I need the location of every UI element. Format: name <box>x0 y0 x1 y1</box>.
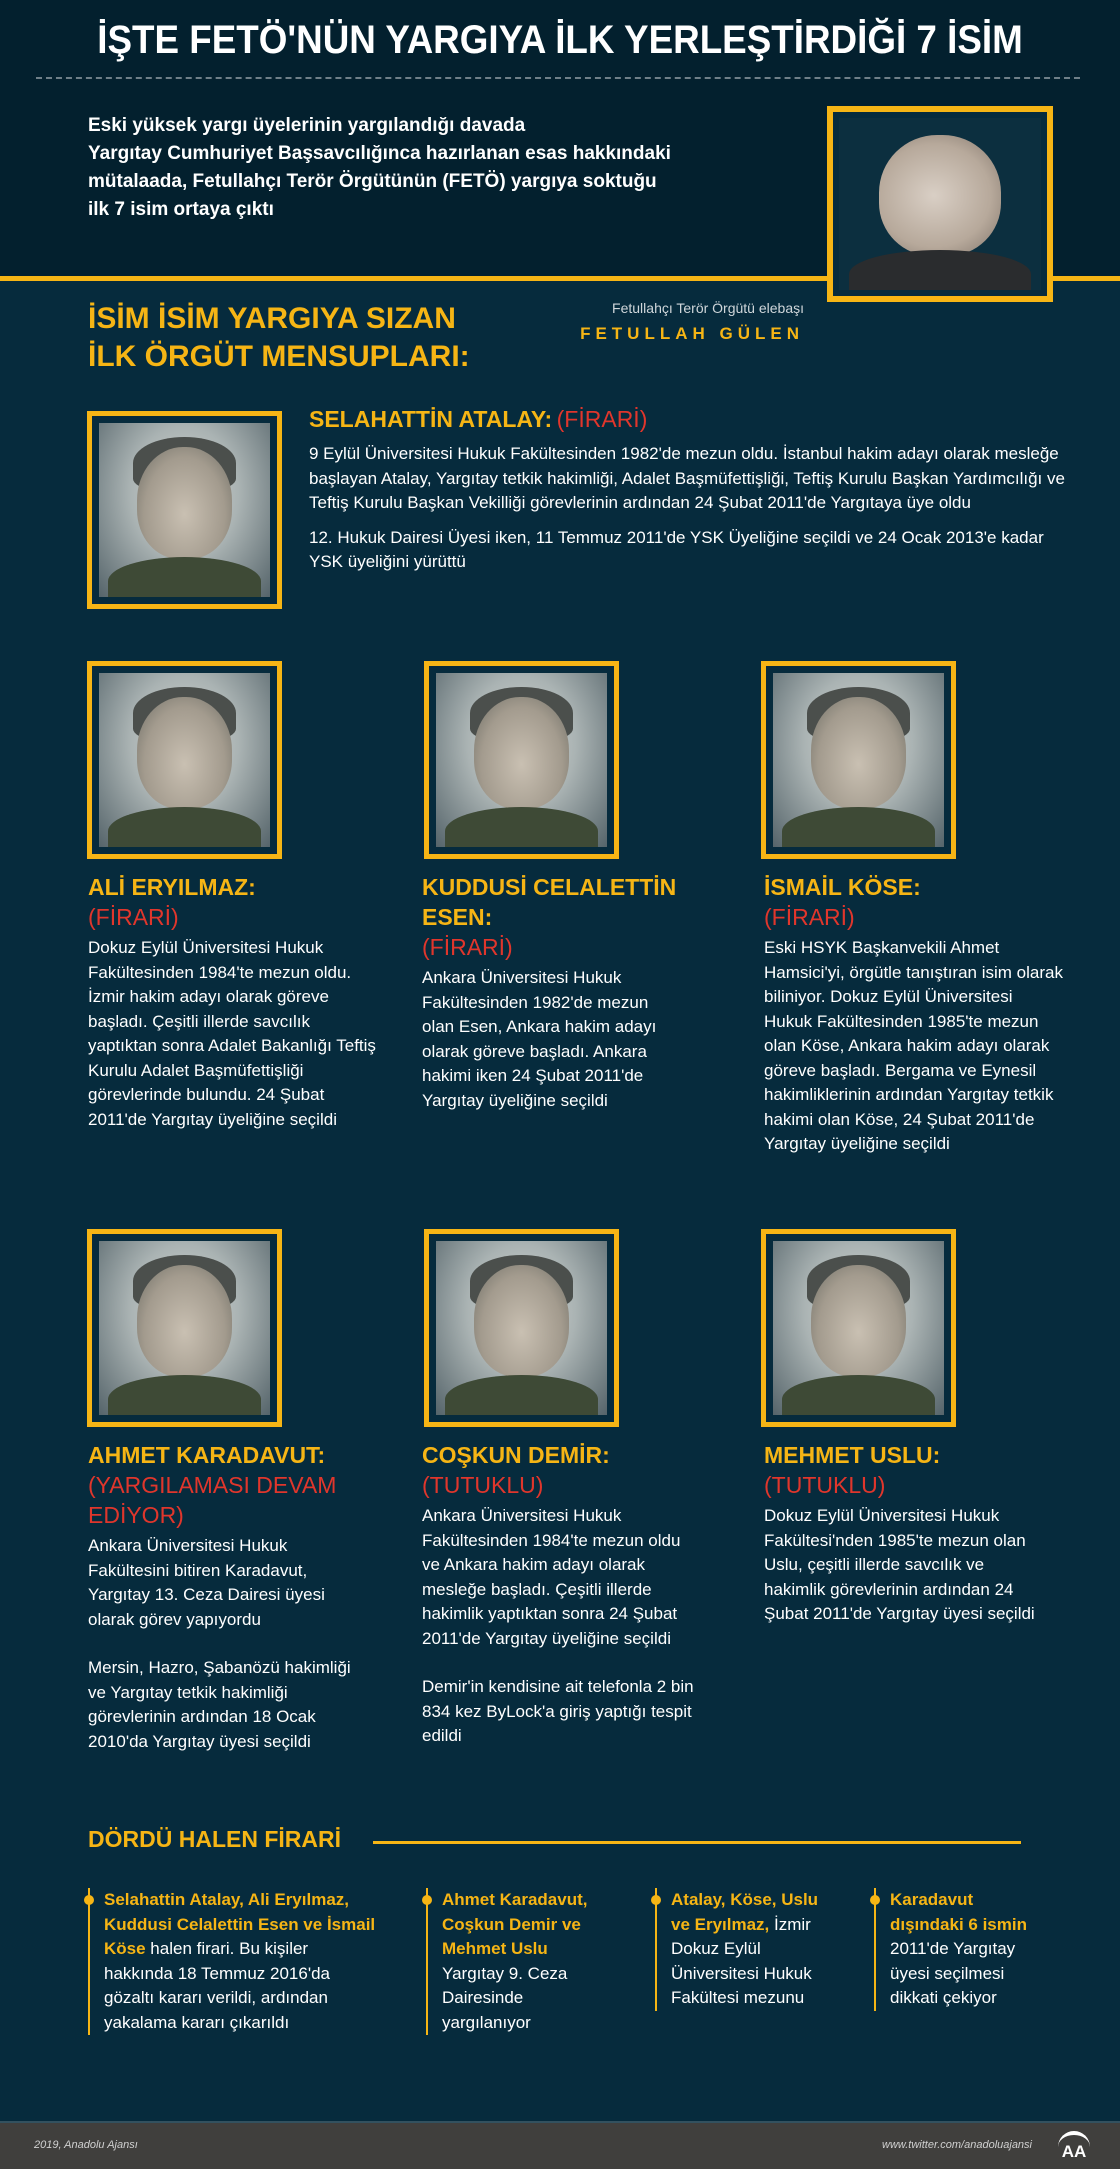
twitter-link[interactable]: www.twitter.com/anadoluajansi <box>882 2139 1032 2151</box>
portrait-photo <box>99 1241 270 1415</box>
leader-portrait-frame <box>827 106 1053 302</box>
face-shape <box>879 135 1000 255</box>
person-name: ALİ ERYILMAZ: <box>88 874 256 900</box>
bullet-dot-icon <box>651 1895 661 1905</box>
portrait-photo <box>436 1241 607 1415</box>
leader-caption-role: Fetullahçı Terör Örgütü elebaşı <box>612 300 804 316</box>
fact-highlight: Karadavut dışındaki 6 ismin <box>890 1890 1027 1934</box>
person-status: (TUTUKLU) <box>422 1472 544 1498</box>
fact-text: 2011'de Yargıtay üyesi seçilmesi dikkati çekiyor <box>890 1939 1016 2007</box>
fact-text: halen firari. Bu kişiler hakkında 18 Temmuz 2016'da gözaltı kararı verildi, ardından yakalama kararı çıkarıldı <box>104 1939 330 2032</box>
summary-title: DÖRDÜ HALEN FİRARİ <box>88 1826 341 1852</box>
fact-text: İzmir Dokuz Eylül Üniversitesi Hukuk Fakültesi mezunu <box>671 1914 812 2007</box>
person-status: (TUTUKLU) <box>764 1472 886 1498</box>
bio-paragraph: Ankara Üniversitesi Hukuk Fakültesinden 1984'te mezun oldu ve Ankara hakim adayı olarak mesleğe başladı. Çeşitli illerde hakimlik yaptıktan sonra 24 Şubat 2011'de Yargıtay üyeliğine seçildi <box>422 1506 681 1648</box>
person-name: SELAHATTİN ATALAY: <box>309 406 553 432</box>
leader-caption-name: FETULLAH GÜLEN <box>580 324 804 343</box>
fact-highlight: Atalay, Köse, Uslu ve Eryılmaz, <box>671 1890 819 1934</box>
person-card <box>422 872 682 1113</box>
page-title: İŞTE FETÖ'NÜN YARGIYA İLK YERLEŞTİRDİĞİ 7 İSİM <box>97 18 1023 62</box>
intro-line: mütalaada, Fetullahçı Terör Örgütünün (FETÖ) yargıya soktuğu <box>88 171 657 192</box>
bio-paragraph: Ankara Üniversitesi Hukuk Fakültesini bitiren Karadavut, Yargıtay 13. Ceza Dairesi üyesi olarak görev yapıyordu <box>88 1536 325 1629</box>
fact-highlight: Selahattin Atalay, Ali Eryılmaz, Kuddusi Celalettin Esen ve İsmail Köse <box>104 1890 376 1958</box>
intro-line: Yargıtay Cumhuriyet Başsavcılığınca hazırlanan esas hakkındaki <box>88 143 671 164</box>
person-bio <box>764 936 1064 1157</box>
bio-paragraph: Ankara Üniversitesi Hukuk Fakültesinden 1982'de mezun olan Esen, Ankara hakim adayı olarak göreve başladı. Ankara hakimi iken 24 Şubat 2011'de Yargıtay üyeliğine seçildi <box>422 968 657 1110</box>
person-card <box>422 1440 702 1749</box>
person-bio <box>88 936 378 1132</box>
portrait-frame <box>87 1229 282 1427</box>
section-title-line: İLK ÖRGÜT MENSUPLARI: <box>88 340 470 373</box>
person-name: KUDDUSİ CELALETTİN ESEN: <box>422 874 677 930</box>
person-status: (FİRARİ) <box>556 406 648 432</box>
fact-item <box>655 1888 825 2011</box>
fact-text: Yargıtay 9. Ceza Dairesinde yargılanıyor <box>442 1963 568 2032</box>
person-name: AHMET KARADAVUT: <box>88 1442 326 1468</box>
leader-portrait-photo <box>839 118 1041 290</box>
bio-paragraph: Eski HSYK Başkanvekili Ahmet Hamsici'yi, örgütle tanıştıran isim olarak biliniyor. Dokuz Eylül Üniversitesi Hukuk Fakültesinden 1985'te mezun olan Köse, Ankara hakim adayı olarak göreve başladı. Bergama ve Eynesil hakimliklerinin ardından Yargıtay tetkik hakimi olan Köse, 24 Şubat 2011'de Yargıtay üyeliğine seçildi <box>764 938 1063 1153</box>
bullet-dot-icon <box>84 1895 94 1905</box>
bio-paragraph: Demir'in kendisine ait telefonla 2 bin 834 kez ByLock'a giriş yaptığı tespit edildi <box>422 1677 694 1745</box>
person-bio <box>422 966 682 1113</box>
bullet-dot-icon <box>422 1895 432 1905</box>
portrait-photo <box>99 673 270 847</box>
person-status: (YARGILAMASI DEVAM EDİYOR) <box>88 1472 337 1528</box>
portrait-frame <box>424 1229 619 1427</box>
portrait-frame <box>87 661 282 859</box>
person-status: (FİRARİ) <box>88 904 179 930</box>
aa-logo-icon: AA <box>1058 2131 1090 2163</box>
fact-highlight: Ahmet Karadavut, Coşkun Demir ve Mehmet Uslu <box>442 1890 588 1958</box>
person-bio <box>422 1504 702 1749</box>
person-card <box>309 404 1069 575</box>
portrait-photo <box>99 423 270 597</box>
portrait-photo <box>773 1241 944 1415</box>
fact-item <box>874 1888 1034 2011</box>
person-name: MEHMET USLU: <box>764 1442 941 1468</box>
intro-line: ilk 7 isim ortaya çıktı <box>88 199 274 220</box>
person-name: COŞKUN DEMİR: <box>422 1442 610 1468</box>
intro-line: Eski yüksek yargı üyelerinin yargılandığı davada <box>88 115 526 136</box>
person-bio <box>88 1534 358 1754</box>
portrait-photo <box>773 673 944 847</box>
fact-item <box>426 1888 596 2035</box>
person-status: (FİRARİ) <box>422 934 513 960</box>
footer <box>0 2121 1120 2169</box>
leader-caption <box>560 300 804 344</box>
bio-paragraph: Dokuz Eylül Üniversitesi Hukuk Fakültesinden 1984'te mezun oldu. İzmir hakim adayı olarak göreve başladı. Çeşitli illerde savcılık yaptıktan sonra Adalet Bakanlığı Teftiş Kurulu Adalet Başmüfettişliği görevlerinde bulundu. 24 Şubat 2011'de Yargıtay üyeliğine seçildi <box>88 938 376 1129</box>
fact-item <box>88 1888 378 2035</box>
portrait-frame <box>87 411 282 609</box>
person-card <box>88 872 378 1132</box>
portrait-frame <box>761 661 956 859</box>
person-card <box>88 1440 358 1754</box>
bio-paragraph: 12. Hukuk Dairesi Üyesi iken, 11 Temmuz 2011'de YSK Üyeliğine seçildi ve 24 Ocak 2013'e kadar YSK üyeliğini yürüttü <box>309 527 1044 571</box>
person-name: İSMAİL KÖSE: <box>764 874 921 900</box>
section-title-line: İSİM İSİM YARGIYA SIZAN <box>88 302 456 335</box>
copyright-text: 2019, Anadolu Ajansı <box>34 2139 138 2151</box>
section-title <box>88 300 548 376</box>
dashed-divider <box>36 77 1080 79</box>
bio-paragraph: Dokuz Eylül Üniversitesi Hukuk Fakültesi'nden 1985'te mezun olan Uslu, çeşitli illerde savcılık ve hakimlik görevlerinin ardından 24 Şubat 2011'de Yargıtay üyesi seçildi <box>764 1506 1035 1623</box>
intro-text <box>88 112 728 224</box>
jacket-shape <box>849 250 1031 290</box>
bio-paragraph: Mersin, Hazro, Şabanözü hakimliği ve Yargıtay tetkik hakimliği görevlerinin ardından 18 Ocak 2010'da Yargıtay üyesi seçildi <box>88 1658 351 1751</box>
portrait-photo <box>436 673 607 847</box>
person-bio <box>309 442 1069 575</box>
person-card <box>764 872 1064 1157</box>
person-status: (FİRARİ) <box>764 904 855 930</box>
bullet-dot-icon <box>870 1895 880 1905</box>
person-card <box>764 1440 1039 1627</box>
summary-rule <box>373 1841 1021 1844</box>
portrait-frame <box>424 661 619 859</box>
bio-paragraph: 9 Eylül Üniversitesi Hukuk Fakültesinden 1982'de mezun oldu. İstanbul hakim adayı olarak mesleğe başlayan Atalay, Yargıtay tetkik hakimliği, Adalet Başmüfettişliği, Teftiş Kurulu Başkan Yardımcılığı ve Teftiş Kurulu Başkan Vekilliği görevlerinin ardından 24 Şubat 2011'de Yargıtaya üye oldu <box>309 444 1065 512</box>
portrait-frame <box>761 1229 956 1427</box>
person-bio <box>764 1504 1039 1627</box>
